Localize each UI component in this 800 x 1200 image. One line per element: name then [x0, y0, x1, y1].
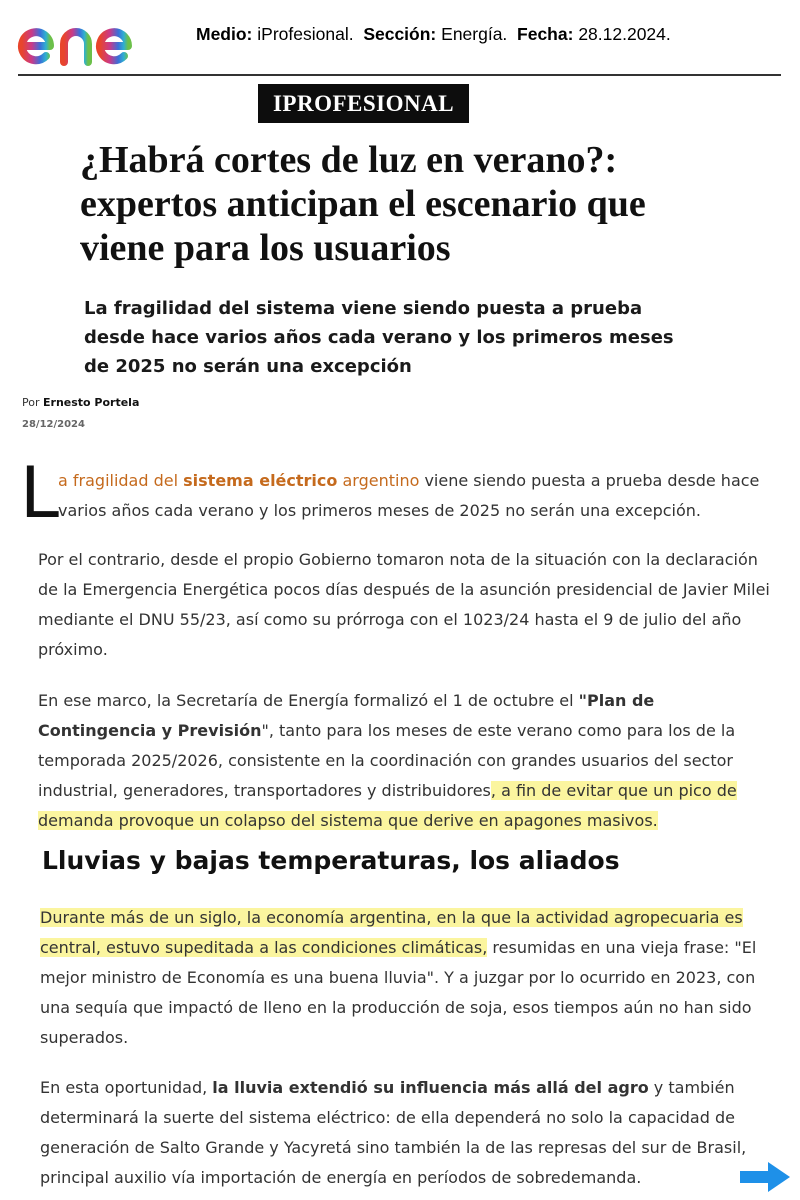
paragraph-lluvia — [40, 1073, 780, 1193]
plan-text-a: En ese marco, la Secretaría de Energía formalizó el 1 de octubre el — [38, 691, 579, 710]
plan-highlight: , a fin de evitar que un pico de demanda provoque un colapso del sistema que derive en apagones masivos. — [38, 781, 737, 830]
lluvia-text-b: y también determinará la suerte del sistema eléctrico: de ella dependerá no solo la capacidad de generación de Salto Grande y Yacyretá sino también la de las represas del sur de Brasil, principal auxilio vía importación de energía en períodos de sobredemanda. — [40, 1078, 747, 1187]
lead-link[interactable] — [58, 471, 419, 490]
article-date: 28/12/2024 — [22, 419, 85, 430]
lluvia-bold: la lluvia extendió su influencia más allá del agro — [212, 1078, 649, 1097]
lead-paragraph — [58, 466, 778, 526]
author-name: Ernesto Portela — [43, 396, 140, 409]
fecha-value: 28.12.2024. — [578, 24, 671, 44]
lead-rest: viene siendo puesta a prueba desde hace varios años cada verano y los primeros meses de 2025 no serán una excepción. — [58, 471, 760, 520]
medio-label: Medio: — [196, 24, 253, 44]
plan-name-bold: "Plan de Contingencia y Previsión — [38, 691, 655, 740]
lluvia-text-a: En esta oportunidad, — [40, 1078, 213, 1097]
article-deck: La fragilidad del sistema viene siendo puesta a prueba desde hace varios años cada verano y los primeros meses de 2025 no serán una excepción — [84, 298, 674, 377]
seccion-value: Energía. — [441, 24, 508, 44]
byline — [22, 396, 139, 409]
clipping-meta — [196, 24, 671, 45]
drop-cap: L — [20, 452, 59, 534]
clima-rest: resumidas en una vieja frase: "El mejor ministro de Economía es una buena lluvia". Y a juzgar por lo ocurrido en 2023, con una sequía que impactó de lleno en la producción de soja, esos tiempos aún no han sido superados. — [40, 938, 757, 1047]
plan-text-b: ", tanto para los meses de este verano como para los de la temporada 2025/2026, consistente en la coordinación con grandes usuarios del sector industrial, generadores, transportadores y distribuidores — [38, 721, 736, 800]
paragraph-clima — [40, 903, 780, 1053]
lead-link-bold: sistema eléctrico — [183, 471, 338, 490]
clima-highlight: Durante más de un siglo, la economía argentina, en la que la actividad agropecuaria es central, estuvo supeditada a las condiciones climáticas, — [40, 908, 743, 957]
paragraph-plan — [38, 686, 773, 836]
header-divider — [18, 74, 781, 76]
enel-logo — [16, 8, 168, 68]
article-title: ¿Habrá cortes de luz en verano?: expertos anticipan el escenario que viene para los usuarios — [80, 139, 646, 269]
fecha-label: Fecha: — [517, 24, 574, 44]
clipping-header — [0, 0, 800, 76]
arrow-right-icon[interactable] — [738, 1160, 792, 1194]
byline-prefix: Por — [22, 396, 40, 409]
section-subheading: Lluvias y bajas temperaturas, los aliados — [42, 846, 620, 875]
medio-value: iProfesional. — [257, 24, 354, 44]
lead-link-text-b: argentino — [337, 471, 420, 490]
paragraph-emergencia: Por el contrario, desde el propio Gobierno tomaron nota de la situación con la declaración de la Emergencia Energética pocos días después de la asunción presidencial de Javier Milei mediante el DNU 55/23, así como su prórroga con el 1023/24 hasta el 9 de julio del año próximo. — [38, 550, 770, 659]
seccion-label: Sección: — [363, 24, 437, 44]
iprofesional-masthead: IPROFESIONAL — [258, 84, 469, 123]
lead-link-text-a: a fragilidad del — [58, 471, 184, 490]
